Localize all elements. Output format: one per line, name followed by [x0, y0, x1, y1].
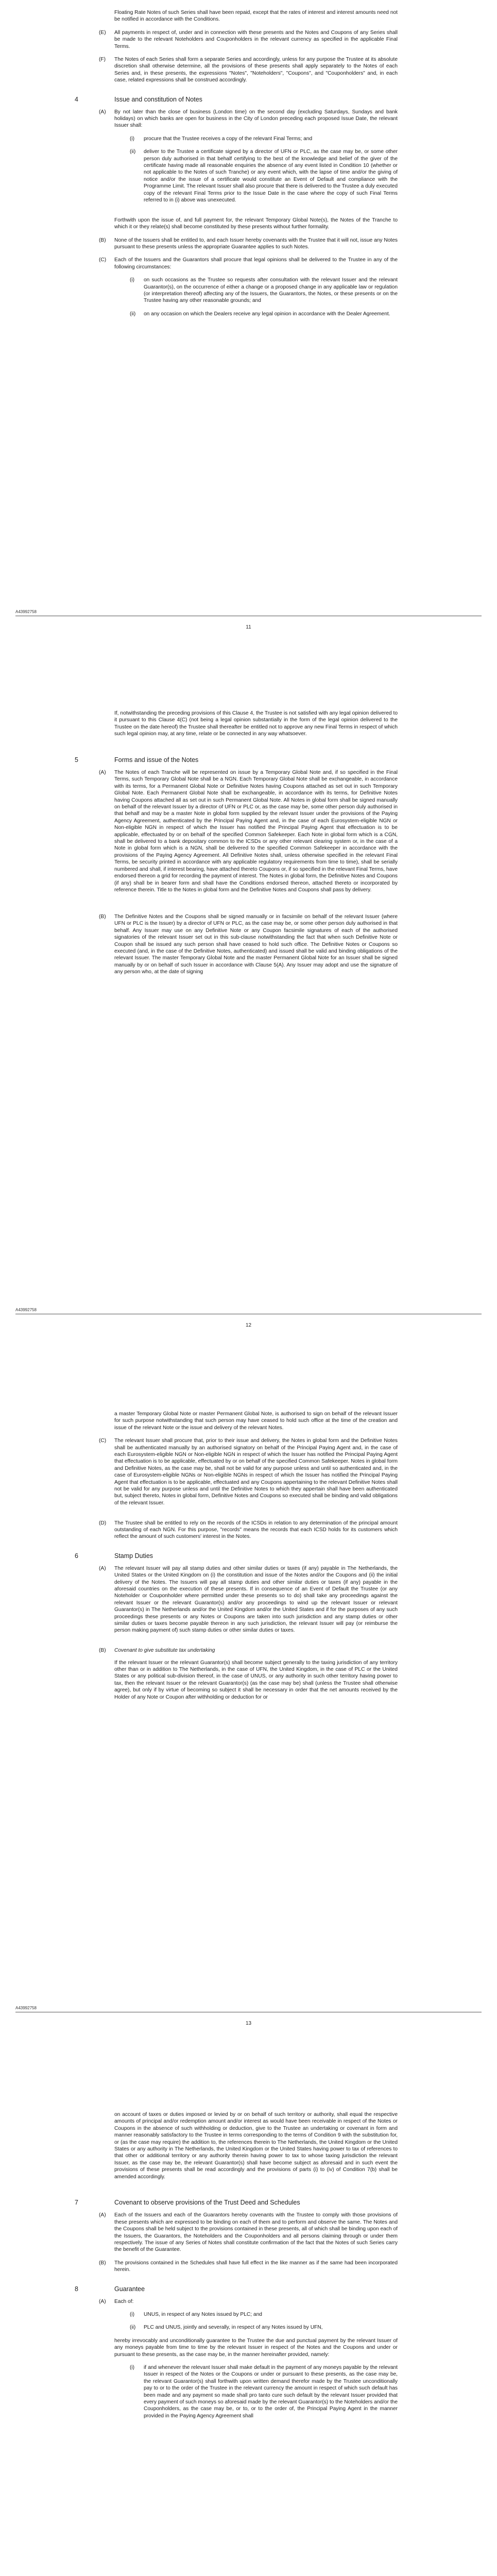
subclause-label: (i) [130, 2312, 135, 2317]
page-number: 13 [245, 2021, 252, 2026]
clause-text: Each of the Issuers and each of the Guarantors hereby covenants with the Trustee to comply with those provisions of these presents which are expressed to be binding on each of them and to perform and observe the same. The Notes and the Coupons shall be held subject to the provisions contained in these presents, all of which shall be binding upon each of the Issuers, the Guarantors, the Noteholders and the Couponholders and all persons claiming through or under them respectively. The issue of any Series of Notes shall constitute confirmation of the fact that the Notes of such Series carry the benefit of the Guarantee. [114, 2212, 398, 2253]
paragraph: on account of taxes or duties imposed or levied by or on behalf of such territory or authority, shall equal the respective amounts of principal and/or redemption amount and/or interest as would have been receivable in respect of the Notes or Coupons in the absence of such withholding or deduction, give to the Trustee an undertaking or covenant in form and manner reasonably satisfactory to the Trustee in terms corresponding to the terms of Condition 9 with the substitution for, or (as the case may require) the addition to, the references therein to The Netherlands, the United Kingdom or the United States or any authority in The Netherlands, the United Kingdom or the United States having power to tax of references to that other or additional territory or any authority therein having power to tax to whose taxing jurisdiction the relevant Issuer, as the case may be, the relevant Guarantor(s) shall have become subject as aforesaid and in such event the provisions of these presents shall be read accordingly and the provisions of parts (i) to (iv) of Condition 7(b) shall be amended accordingly. [114, 2112, 398, 2180]
paragraph: If, notwithstanding the preceding provisions of this Clause 4, the Trustee is not satisfied with any legal opinion delivered to it pursuant to this Clause 4(C) (not being a legal opinion substantially in the form of the legal opinion delivered to the Trustee on the date hereof) the Trustee shall thereafter be entitled not to approve any new Final Terms in respect of which such legal opinion may, at any time, relate or be connected in any way whatsoever. [114, 710, 398, 737]
clause-text: Each of: [114, 2298, 134, 2304]
paragraph: If the relevant Issuer or the relevant Guarantor(s) shall become subject generally to the taxing jurisdiction of any territory other than or in addition to The Netherlands, in the case of UFN, the United Kingdom, in the case of PLC or the United States or any political sub-division thereof, in the case of UNUS, or any authority in such other territory having power to tax, then the relevant Issuer or the relevant Guarantor(s) (as the case may be) shall (unless the Trustee shall otherwise agree), but only if by virtue of becoming so subject it shall be necessary in order that the net amounts received by the Holder of any Note or Coupon after withholding or deduction for or [114, 1659, 398, 1700]
clause-label: (B) [99, 1648, 106, 1654]
clause-label: (B) [99, 237, 106, 243]
clause-label: (C) [99, 257, 107, 263]
section-heading: Guarantee [114, 2285, 145, 2293]
clause-label: (A) [99, 2298, 106, 2304]
clause-label: (A) [99, 770, 106, 775]
document-reference: A43992758 [15, 609, 37, 614]
section-number: 6 [75, 1552, 78, 1560]
clause-text: The Definitive Notes and the Coupons shall be signed manually or in facsimile on behalf of the relevant Issuer (where UFN or PLC is the Issuer) by a director of UFN or PLC, as the case may be, or some other person duly authorised in that behalf. Any Issuer may use on any Definitive Note or any Coupon facsimile signatures of each of the authorised signatories of the relevant Issuer set out in this sub-clause notwithstanding the fact that when such Definitive Note or Coupon shall be issued any such person shall have ceased to hold such office. The Definitive Notes or Coupons so executed (and, in the case of the Definitive Notes, authenticated) and issued shall be valid and binding obligations of the relevant Issuer. The master Temporary Global Note and the master Permanent Global Note for an Issuer shall be signed manually by or on behalf of such Issuer in accordance with Clause 5(A). Any Issuer may adopt and use the signature of any person who, at the date of signing [114, 914, 398, 975]
clause-label: (A) [99, 1565, 106, 1571]
subclause-text: deliver to the Trustee a certificate signed by a director of UFN or PLC, as the case may be, or some other person duly authorised in that behalf certifying to the best of the knowledge and belief of the giver of the certificate having made all reasonable enquiries the absence of any event listed in Condition 10 (whether or not applicable to the Notes of such Tranche) or any event which, with the lapse of time and/or the giving of notice and/or the issue of a certificate would constitute an Event of Default and compliance with the Programme Limit. The relevant Issuer shall also procure that there is delivered to the Trustee a duly executed copy of the relevant Final Terms prior to the Issue Date in the case where the copy of such Final Terms referred to in (i) above was unexecuted. [144, 149, 398, 204]
paragraph: Forthwith upon the issue of, and full payment for, the relevant Temporary Global Note(s), the Notes of the Tranche to which it or they relate(s) shall become constituted by these presents without further formality. [114, 217, 398, 230]
page-number: 11 [246, 624, 251, 630]
clause-label: (B) [99, 914, 106, 920]
subclause-label: (i) [130, 135, 135, 142]
section-number: 7 [75, 2199, 78, 2207]
clause-text: The Notes of each Tranche will be represented on issue by a Temporary Global Note and, if so specified in the Final Terms, such Temporary Global Note shall be a NGN. Each Temporary Global Note shall be exchangeable, in accordance with its terms, for a Permanent Global Note or Definitive Notes having Coupons attached as set out in such Temporary Global Note. Each Permanent Global Note shall be exchangeable, in accordance with its terms, for Definitive Notes having Coupons attached all as set out in such Permanent Global Note. All Notes in global form shall be signed manually on behalf of the relevant Issuer by a director of UFN or PLC or, as the case may be, some other person duly authorised in that behalf and may be a master Note in global form supplied by the relevant Issuer under the provisions of the Paying Agency Agreement, authenticated by the Principal Paying Agent and, in the case of each Eurosystem-eligible NGN or Non-eligible NGN in respect of which the Issuer has notified the Principal Paying Agent that effectuation is to be applicable, effectuated by or on behalf of the specified Common Safekeeper. Each Note in global form which is a CGN, shall be delivered to a bank depositary common to the ICSDs or any other relevant clearing system or, in the case of a Note in global form which is a NGN, shall be delivered to the specified Common Safekeeper in accordance with the provisions of the Paying Agency Agreement. All Definitive Notes shall, unless otherwise specified in the relevant Final Terms, be security printed in accordance with any applicable regulatory requirements from time to time), shall be serially numbered and shall, if interest bearing, have attached thereto Coupons or, if so specified in the relevant Final Terms, have endorsed thereon a grid for recording the payment of interest. The Notes in global form, the Definitive Notes and Coupons (if any) shall be in bearer form and shall have the Conditions endorsed thereon, attached thereto or incorporated by reference therein. Title to the Notes in global form and the Definitive Notes and Coupons shall pass by delivery. [114, 770, 398, 893]
paragraph: hereby irrevocably and unconditionally guarantee to the Trustee the due and punctual payment by the relevant Issuer of any moneys payable from time to time by the relevant Issuer in respect of the Notes and the Coupons and under or pursuant to these presents, as the case may be, in the manner hereinafter provided, namely: [114, 2337, 398, 2358]
section-heading: Issue and constitution of Notes [114, 95, 202, 103]
clause-text: All payments in respect of, under and in connection with these presents and the Notes and Coupons of any Series shall be made to the relevant Noteholders and Couponholders in the relevant currency as specified in the applicable Final Terms. [114, 29, 398, 49]
subclause-label: (ii) [130, 2325, 136, 2331]
page-number: 12 [245, 1323, 252, 1328]
subclause-label: (ii) [130, 311, 136, 317]
section-number: 8 [75, 2285, 78, 2293]
document-reference: A43992758 [15, 1308, 37, 1312]
section-number: 4 [75, 95, 78, 103]
clause-text: The Notes of each Series shall form a separate Series and accordingly, unless for any purpose the Trustee at its absolute discretion shall otherwise determine, all the provisions of these presents shall apply separately to the Notes of each Series and, in these presents, the expressions "Notes", "Noteholders", "Coupons", and "Couponholders" and, in each case, related expressions shall be construed accordingly. [114, 57, 398, 83]
clause-label: (D) [99, 1520, 107, 1526]
subclause-text: PLC and UNUS, jointly and severally, in respect of any Notes issued by UFN, [144, 2325, 323, 2331]
subclause-text: on such occasions as the Trustee so requests after consultation with the relevant Issuer and the relevant Guarantor(s), on the occurrence of either a change or a proposed change in any applicable law or regulation (or interpretation thereof) affecting any of the Issuers, the Guarantors, the Notes, or these presents or on the Trustee having any other reasonable grounds; and [144, 277, 398, 304]
subclause-label: (i) [130, 277, 135, 283]
clause-text: The relevant Issuer will pay all stamp duties and other similar duties or taxes (if any) payable in The Netherlands, the United States or the United Kingdom on (i) the constitution and issue of the Notes and/or the Coupons and (ii) the initial delivery of the Notes. The Issuers will pay all stamp duties and other similar duties or taxes (if any) payable in the aforesaid countries on the execution of these presents. If in consequence of an Event of Default the Trustee (or any Noteholder or Couponholder where permitted under these presents so to do) shall take any proceedings against the relevant Issuer or the relevant Guarantor(s) and/or any proceedings to wind up the relevant Issuer or relevant Guarantor(s) in The Netherlands and/or the United Kingdom and/or the United States and if for the purposes of any such proceedings these presents or any Notes or Coupons are taken into such jurisdiction and any stamp duties or other similar duties or taxes become payable thereon in any such jurisdiction, the relevant Issuer will pay (or reimburse the person making payment of) such stamp duties or other similar duties or taxes. [114, 1565, 398, 1634]
subclause-label: (ii) [130, 149, 136, 155]
section-heading: Forms and issue of the Notes [114, 756, 199, 764]
clause-text: The provisions contained in the Schedules shall have full effect in the like manner as if the same had been incorporated herein. [114, 2260, 398, 2273]
clause-text: The relevant Issuer shall procure that, prior to their issue and delivery, the Notes in global form and the Definitive Notes shall be authenticated manually by an authorised signatory on behalf of the Principal Paying Agent and, in the case of each Eurosystem-eligible NGN or Non-eligible NGN in respect of which the Issuer has notified the Principal Paying Agent that effectuation is to be applicable, effectuated by or on behalf of the specified Common Safekeeper. Notes in global form and Definitive Notes, as the case may be, shall not be valid for any purpose unless and until so authenticated and, in the case of Eurosystem-eligible NGNs or Non-eligible NGNs in respect of which the Issuer has notified the Principal Paying Agent that effectuation is to be applicable, effectuated and any Coupons appertaining to the relevant Definitive Notes shall not be valid for any purpose unless and until the Definitive Notes to which they appertain shall have been authenticated but, subject thereto, Notes in global form, Definitive Notes and Coupons so executed shall be binding and valid obligations of the relevant Issuer. [114, 1438, 398, 1506]
clause-text: None of the Issuers shall be entitled to, and each Issuer hereby covenants with the Trustee that it will not, issue any Notes pursuant to these presents unless the appropriate Guarantee applies to such Notes. [114, 237, 398, 250]
subclause-label: (i) [130, 2365, 135, 2370]
paragraph: a master Temporary Global Note or master Permanent Global Note, is authorised to sign on behalf of the relevant Issuer for such purpose notwithstanding that such person may have ceased to hold such office at the time of the creation and issue of the relevant Note or the issue and delivery of the relevant Notes. [114, 1411, 398, 1431]
clause-label: (A) [99, 2212, 106, 2218]
document-reference: A43992758 [15, 2006, 37, 2010]
clause-text: The Trustee shall be entitled to rely on the records of the ICSDs in relation to any determination of the principal amount outstanding of each NGN. For this purpose, "records" means the records that each ICSD holds for its customers which reflect the amount of such customers' interest in the Notes. [114, 1520, 398, 1540]
subclause-text: UNUS, in respect of any Notes issued by PLC; and [144, 2312, 262, 2317]
clause-label: (C) [99, 1438, 107, 1444]
clause-label: (F) [99, 57, 106, 62]
subclause-text: procure that the Trustee receives a copy of the relevant Final Terms; and [144, 135, 313, 142]
clause-subheading: Covenant to give substitute tax undertaking [114, 1648, 215, 1654]
section-heading: Covenant to observe provisions of the Trust Deed and Schedules [114, 2199, 300, 2207]
subclause-text: on any occasion on which the Dealers receive any legal opinion in accordance with the Dealer Agreement. [144, 311, 390, 317]
clause-label: (E) [99, 29, 106, 36]
clause-text: By not later than the close of business (London time) on the second day (excluding Saturdays, Sundays and bank holidays) on which banks are open for business in the City of London preceding each proposed Issue Date, the relevant Issuer shall: [114, 109, 398, 129]
paragraph: Floating Rate Notes of such Series shall have been repaid, except that the rates of interest and interest amounts need not be notified in accordance with the Conditions. [114, 10, 398, 23]
clause-label: (A) [99, 109, 106, 115]
clause-label: (B) [99, 2260, 106, 2266]
clause-text: Each of the Issuers and the Guarantors shall procure that legal opinions shall be delivered to the Trustee in any of the following circumstances: [114, 257, 398, 270]
section-number: 5 [75, 756, 78, 764]
section-heading: Stamp Duties [114, 1552, 153, 1560]
subclause-text: if and whenever the relevant Issuer shall make default in the payment of any moneys payable by the relevant Issuer in respect of the Notes or the Coupons or under or pursuant to these presents, as the case may be, the relevant Guarantor(s) shall forthwith upon written demand therefor made by the Trustee unconditionally pay to or to the order of the Trustee in the relevant currency the amount in respect of which such default has been made and any payment so made shall pro tanto cure such default by the relevant Issuer provided that every payment of such moneys so aforesaid made by the relevant Guarantor(s) to the Noteholders and/or the Couponholders, as the case may be, or to, or to the order of, the Principal Paying Agent in the manner provided in the Paying Agency Agreement shall [144, 2365, 398, 2419]
